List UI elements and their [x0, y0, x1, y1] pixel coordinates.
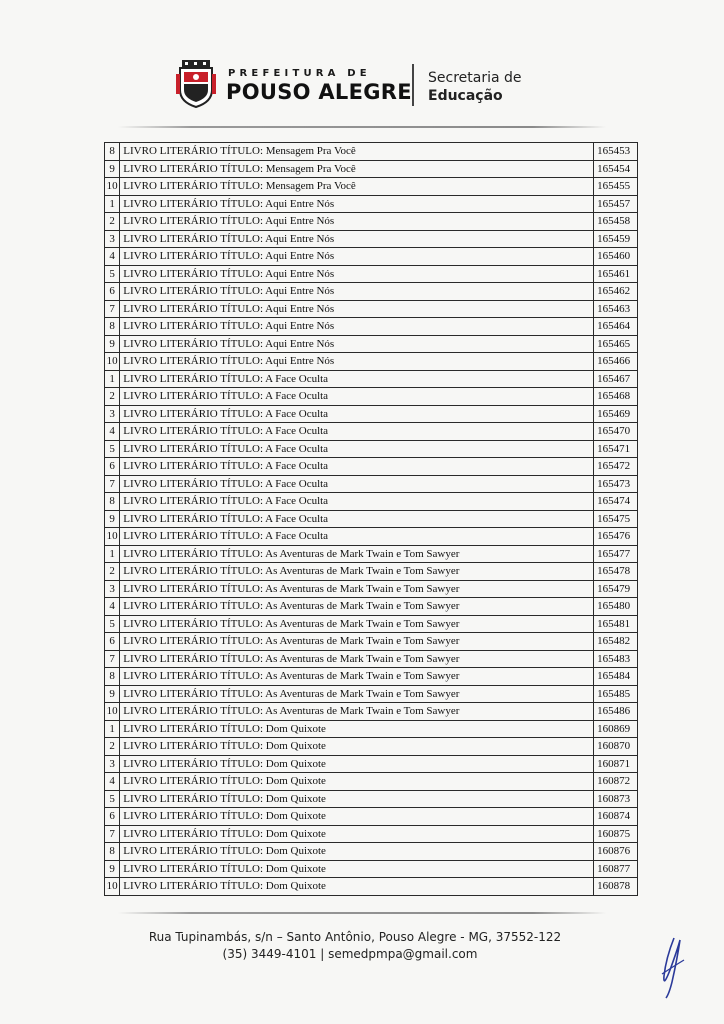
item-code: 160874 — [594, 808, 638, 826]
row-number: 5 — [105, 440, 120, 458]
header-divider — [412, 64, 414, 106]
item-code: 160875 — [594, 825, 638, 843]
item-code: 165474 — [594, 493, 638, 511]
item-description: LIVRO LITERÁRIO TÍTULO: A Face Oculta — [120, 440, 594, 458]
item-description: LIVRO LITERÁRIO TÍTULO: As Aventuras de Mark Twain e Tom Sawyer — [120, 668, 594, 686]
item-code: 160870 — [594, 738, 638, 756]
item-description: LIVRO LITERÁRIO TÍTULO: As Aventuras de Mark Twain e Tom Sawyer — [120, 615, 594, 633]
row-number: 8 — [105, 318, 120, 336]
table-row — [105, 773, 638, 791]
item-description: LIVRO LITERÁRIO TÍTULO: A Face Oculta — [120, 493, 594, 511]
item-description: LIVRO LITERÁRIO TÍTULO: As Aventuras de Mark Twain e Tom Sawyer — [120, 563, 594, 581]
item-description: LIVRO LITERÁRIO TÍTULO: Dom Quixote — [120, 878, 594, 896]
item-code: 165453 — [594, 143, 638, 161]
item-description: LIVRO LITERÁRIO TÍTULO: Dom Quixote — [120, 825, 594, 843]
table-row — [105, 790, 638, 808]
row-number: 4 — [105, 598, 120, 616]
table-row — [105, 248, 638, 266]
item-description: LIVRO LITERÁRIO TÍTULO: Dom Quixote — [120, 843, 594, 861]
item-code: 160877 — [594, 860, 638, 878]
item-code: 165468 — [594, 388, 638, 406]
row-number: 9 — [105, 510, 120, 528]
item-code: 165470 — [594, 423, 638, 441]
item-description: LIVRO LITERÁRIO TÍTULO: A Face Oculta — [120, 423, 594, 441]
table-row — [105, 300, 638, 318]
table-row — [105, 213, 638, 231]
table-row — [105, 615, 638, 633]
item-code: 165479 — [594, 580, 638, 598]
item-code: 165461 — [594, 265, 638, 283]
row-number: 4 — [105, 248, 120, 266]
row-number: 10 — [105, 878, 120, 896]
table-row — [105, 650, 638, 668]
row-number: 7 — [105, 650, 120, 668]
item-description: LIVRO LITERÁRIO TÍTULO: A Face Oculta — [120, 370, 594, 388]
item-code: 160869 — [594, 720, 638, 738]
table-row — [105, 860, 638, 878]
table-row — [105, 633, 638, 651]
table-row — [105, 195, 638, 213]
row-number: 5 — [105, 265, 120, 283]
row-number: 9 — [105, 860, 120, 878]
row-number: 2 — [105, 388, 120, 406]
table-row — [105, 493, 638, 511]
item-description: LIVRO LITERÁRIO TÍTULO: Aqui Entre Nós — [120, 283, 594, 301]
item-description: LIVRO LITERÁRIO TÍTULO: Aqui Entre Nós — [120, 230, 594, 248]
handwritten-signature — [652, 930, 692, 1000]
item-description: LIVRO LITERÁRIO TÍTULO: Aqui Entre Nós — [120, 300, 594, 318]
item-code: 160871 — [594, 755, 638, 773]
item-code: 165457 — [594, 195, 638, 213]
department-line-2: Educação — [428, 88, 503, 104]
item-code: 165465 — [594, 335, 638, 353]
table-row — [105, 388, 638, 406]
row-number: 1 — [105, 370, 120, 388]
city-name: POUSO ALEGRE — [226, 80, 412, 104]
row-number: 2 — [105, 213, 120, 231]
table-row — [105, 703, 638, 721]
item-description: LIVRO LITERÁRIO TÍTULO: Dom Quixote — [120, 808, 594, 826]
table-row — [105, 598, 638, 616]
row-number: 3 — [105, 580, 120, 598]
table-row — [105, 230, 638, 248]
item-description: LIVRO LITERÁRIO TÍTULO: As Aventuras de Mark Twain e Tom Sawyer — [120, 685, 594, 703]
header-rule — [118, 126, 606, 128]
item-description: LIVRO LITERÁRIO TÍTULO: A Face Oculta — [120, 405, 594, 423]
item-description: LIVRO LITERÁRIO TÍTULO: A Face Oculta — [120, 528, 594, 546]
item-code: 160876 — [594, 843, 638, 861]
item-description: LIVRO LITERÁRIO TÍTULO: Dom Quixote — [120, 720, 594, 738]
table-row — [105, 475, 638, 493]
item-description: LIVRO LITERÁRIO TÍTULO: As Aventuras de Mark Twain e Tom Sawyer — [120, 650, 594, 668]
row-number: 4 — [105, 773, 120, 791]
footer-rule — [118, 912, 606, 914]
row-number: 5 — [105, 790, 120, 808]
table-row — [105, 265, 638, 283]
item-code: 165464 — [594, 318, 638, 336]
row-number: 9 — [105, 685, 120, 703]
table-row — [105, 685, 638, 703]
item-description: LIVRO LITERÁRIO TÍTULO: Aqui Entre Nós — [120, 195, 594, 213]
item-code: 160873 — [594, 790, 638, 808]
item-description: LIVRO LITERÁRIO TÍTULO: A Face Oculta — [120, 388, 594, 406]
item-description: LIVRO LITERÁRIO TÍTULO: A Face Oculta — [120, 475, 594, 493]
item-code: 165467 — [594, 370, 638, 388]
table-row — [105, 178, 638, 196]
item-code: 165459 — [594, 230, 638, 248]
item-code: 165475 — [594, 510, 638, 528]
item-code: 165486 — [594, 703, 638, 721]
item-code: 165463 — [594, 300, 638, 318]
item-description: LIVRO LITERÁRIO TÍTULO: Mensagem Pra Você — [120, 143, 594, 161]
row-number: 4 — [105, 423, 120, 441]
item-description: LIVRO LITERÁRIO TÍTULO: As Aventuras de Mark Twain e Tom Sawyer — [120, 545, 594, 563]
item-description: LIVRO LITERÁRIO TÍTULO: As Aventuras de Mark Twain e Tom Sawyer — [120, 703, 594, 721]
book-inventory-table — [104, 142, 638, 896]
item-code: 165484 — [594, 668, 638, 686]
table-row — [105, 755, 638, 773]
row-number: 6 — [105, 458, 120, 476]
table-row — [105, 843, 638, 861]
table-row — [105, 405, 638, 423]
department-line-1: Secretaria de — [428, 70, 522, 86]
row-number: 8 — [105, 143, 120, 161]
table-row — [105, 143, 638, 161]
footer — [0, 930, 724, 961]
letterhead — [0, 56, 724, 112]
item-description: LIVRO LITERÁRIO TÍTULO: As Aventuras de Mark Twain e Tom Sawyer — [120, 633, 594, 651]
table-row — [105, 318, 638, 336]
item-description: LIVRO LITERÁRIO TÍTULO: Aqui Entre Nós — [120, 248, 594, 266]
item-description: LIVRO LITERÁRIO TÍTULO: Mensagem Pra Você — [120, 160, 594, 178]
footer-address: Rua Tupinambás, s/n – Santo Antônio, Pouso Alegre - MG, 37552-122 — [148, 930, 562, 944]
item-code: 160878 — [594, 878, 638, 896]
row-number: 10 — [105, 703, 120, 721]
row-number: 8 — [105, 843, 120, 861]
row-number: 2 — [105, 738, 120, 756]
row-number: 3 — [105, 405, 120, 423]
item-description: LIVRO LITERÁRIO TÍTULO: Aqui Entre Nós — [120, 318, 594, 336]
item-code: 165482 — [594, 633, 638, 651]
item-description: LIVRO LITERÁRIO TÍTULO: Dom Quixote — [120, 790, 594, 808]
row-number: 7 — [105, 475, 120, 493]
table-row — [105, 423, 638, 441]
item-code: 165469 — [594, 405, 638, 423]
item-description: LIVRO LITERÁRIO TÍTULO: A Face Oculta — [120, 510, 594, 528]
table-row — [105, 825, 638, 843]
row-number: 3 — [105, 755, 120, 773]
item-description: LIVRO LITERÁRIO TÍTULO: Mensagem Pra Você — [120, 178, 594, 196]
row-number: 6 — [105, 283, 120, 301]
table-row — [105, 580, 638, 598]
table-row — [105, 440, 638, 458]
item-description: LIVRO LITERÁRIO TÍTULO: A Face Oculta — [120, 458, 594, 476]
row-number: 6 — [105, 633, 120, 651]
row-number: 7 — [105, 825, 120, 843]
item-code: 165458 — [594, 213, 638, 231]
table-row — [105, 528, 638, 546]
table-row — [105, 720, 638, 738]
row-number: 2 — [105, 563, 120, 581]
item-description: LIVRO LITERÁRIO TÍTULO: Dom Quixote — [120, 860, 594, 878]
item-code: 165462 — [594, 283, 638, 301]
table-row — [105, 370, 638, 388]
item-code: 165476 — [594, 528, 638, 546]
item-code: 165454 — [594, 160, 638, 178]
row-number: 1 — [105, 545, 120, 563]
item-description: LIVRO LITERÁRIO TÍTULO: Aqui Entre Nós — [120, 335, 594, 353]
table-row — [105, 353, 638, 371]
row-number: 8 — [105, 668, 120, 686]
item-description: LIVRO LITERÁRIO TÍTULO: As Aventuras de Mark Twain e Tom Sawyer — [120, 598, 594, 616]
table-row — [105, 563, 638, 581]
item-code: 165472 — [594, 458, 638, 476]
item-code: 165455 — [594, 178, 638, 196]
row-number: 1 — [105, 195, 120, 213]
prefeitura-label: PREFEITURA DE — [228, 68, 371, 79]
row-number: 10 — [105, 178, 120, 196]
item-code: 160872 — [594, 773, 638, 791]
item-code: 165485 — [594, 685, 638, 703]
table-row — [105, 510, 638, 528]
table-row — [105, 335, 638, 353]
row-number: 9 — [105, 335, 120, 353]
row-number: 9 — [105, 160, 120, 178]
item-code: 165483 — [594, 650, 638, 668]
table-row — [105, 545, 638, 563]
item-description: LIVRO LITERÁRIO TÍTULO: Aqui Entre Nós — [120, 265, 594, 283]
table-row — [105, 808, 638, 826]
item-description: LIVRO LITERÁRIO TÍTULO: Aqui Entre Nós — [120, 353, 594, 371]
item-description: LIVRO LITERÁRIO TÍTULO: As Aventuras de Mark Twain e Tom Sawyer — [120, 580, 594, 598]
footer-contact: (35) 3449-4101 | semedpmpa@gmail.com — [222, 947, 478, 961]
item-description: LIVRO LITERÁRIO TÍTULO: Dom Quixote — [120, 755, 594, 773]
table-row — [105, 458, 638, 476]
table-row — [105, 283, 638, 301]
row-number: 5 — [105, 615, 120, 633]
row-number: 7 — [105, 300, 120, 318]
item-code: 165460 — [594, 248, 638, 266]
row-number: 6 — [105, 808, 120, 826]
item-code: 165466 — [594, 353, 638, 371]
row-number: 3 — [105, 230, 120, 248]
item-code: 165480 — [594, 598, 638, 616]
item-description: LIVRO LITERÁRIO TÍTULO: Dom Quixote — [120, 738, 594, 756]
row-number: 1 — [105, 720, 120, 738]
item-code: 165481 — [594, 615, 638, 633]
city-crest-icon — [176, 60, 216, 108]
table-row — [105, 668, 638, 686]
item-code: 165473 — [594, 475, 638, 493]
item-description: LIVRO LITERÁRIO TÍTULO: Dom Quixote — [120, 773, 594, 791]
table-row — [105, 160, 638, 178]
item-code: 165477 — [594, 545, 638, 563]
row-number: 10 — [105, 528, 120, 546]
item-code: 165478 — [594, 563, 638, 581]
table-row — [105, 738, 638, 756]
table-row — [105, 878, 638, 896]
row-number: 8 — [105, 493, 120, 511]
item-description: LIVRO LITERÁRIO TÍTULO: Aqui Entre Nós — [120, 213, 594, 231]
row-number: 10 — [105, 353, 120, 371]
item-code: 165471 — [594, 440, 638, 458]
